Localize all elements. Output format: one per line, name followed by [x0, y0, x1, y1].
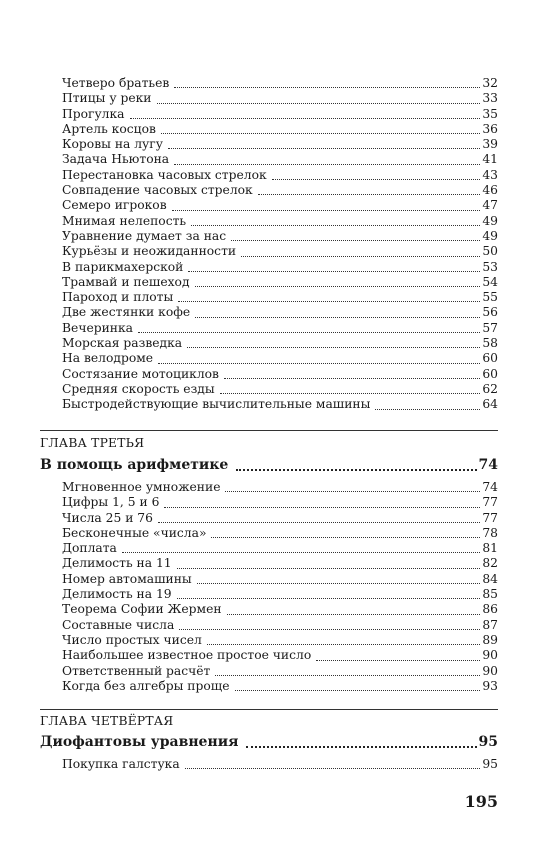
toc-entry[interactable] — [62, 495, 498, 510]
toc-entry-page: 62 — [482, 381, 498, 396]
toc-entry[interactable] — [62, 290, 498, 305]
leader-dots — [191, 225, 480, 226]
chapter-3-title: В помощь арифметике — [40, 457, 229, 473]
leader-dots — [197, 583, 481, 584]
toc-entry-page: 35 — [482, 106, 498, 121]
toc-entry-page: 53 — [482, 259, 498, 274]
toc-entry[interactable] — [62, 602, 498, 617]
toc-entry-page: 84 — [482, 571, 498, 586]
leader-dots — [235, 690, 481, 691]
toc-entry-title: Курьёзы и неожиданности — [62, 244, 237, 259]
toc-entry-page: 95 — [482, 757, 498, 771]
toc-entry[interactable] — [62, 168, 498, 183]
leader-dots — [316, 660, 480, 661]
toc-entry[interactable] — [62, 367, 498, 382]
toc-entry-title: Две жестянки кофе — [62, 305, 191, 320]
leader-dots — [179, 629, 480, 630]
chapter-3-heading[interactable] — [40, 457, 498, 474]
leader-dots — [375, 409, 480, 410]
chapter-divider — [40, 709, 498, 710]
toc-entry-page: 54 — [482, 274, 498, 289]
toc-entry-page: 85 — [482, 587, 498, 602]
leader-dots — [231, 240, 480, 241]
toc-entry-page: 87 — [482, 617, 498, 632]
leader-dots — [168, 148, 480, 149]
toc-entry-title: В парикмахерской — [62, 259, 184, 274]
toc-entry-page: 77 — [482, 495, 498, 510]
toc-entry-page: 50 — [482, 244, 498, 259]
toc-entry-title: Мнимая нелепость — [62, 213, 187, 228]
leader-dots — [215, 675, 480, 676]
toc-entry-title: Составные числа — [62, 617, 175, 632]
toc-entry[interactable] — [62, 572, 498, 587]
toc-entry-title: Теорема Софии Жермен — [62, 602, 222, 617]
toc-entry-title: Номер автомашины — [62, 571, 192, 586]
toc-entry[interactable] — [62, 511, 498, 526]
toc-entry-title: Четверо братьев — [62, 76, 170, 90]
toc-entry-title: Числа 25 и 76 — [62, 510, 153, 525]
toc-entry-title: Пароход и плоты — [62, 290, 174, 305]
leader-dots — [185, 768, 481, 769]
leader-dots — [157, 103, 481, 104]
toc-entry-title: Перестановка часовых стрелок — [62, 167, 267, 182]
toc-entry-page: 56 — [482, 305, 498, 320]
toc-entry-page: 60 — [482, 366, 498, 381]
toc-entry[interactable] — [62, 480, 498, 495]
toc-list-chapter-4 — [62, 757, 498, 772]
toc-entry[interactable] — [62, 214, 498, 229]
toc-entry[interactable] — [62, 260, 498, 275]
leader-dots — [258, 194, 481, 195]
toc-entry-page: 47 — [482, 198, 498, 213]
toc-entry[interactable] — [62, 137, 498, 152]
toc-entry-page: 33 — [482, 91, 498, 106]
toc-entry[interactable] — [62, 183, 498, 198]
toc-entry-page: 93 — [482, 678, 498, 693]
toc-entry-title: Задача Ньютона — [62, 152, 170, 167]
toc-entry[interactable] — [62, 618, 498, 633]
page-number: 195 — [464, 792, 498, 811]
leader-dots — [177, 568, 481, 569]
leader-dots — [177, 598, 481, 599]
toc-entry-page: 39 — [482, 137, 498, 152]
toc-entry-page: 64 — [482, 397, 498, 412]
toc-list-chapter-3 — [62, 480, 498, 694]
toc-entry[interactable] — [62, 382, 498, 397]
toc-entry-title: Птицы у реки — [62, 91, 152, 106]
leader-dots — [195, 317, 480, 318]
toc-entry-title: Состязание мотоциклов — [62, 366, 219, 381]
toc-entry-page: 74 — [482, 480, 498, 494]
toc-entry[interactable] — [62, 633, 498, 648]
toc-entry-page: 89 — [482, 632, 498, 647]
toc-entry-title: Доплата — [62, 541, 117, 556]
chapter-4-label: ГЛАВА ЧЕТВЁРТАЯ — [40, 714, 174, 728]
toc-entry[interactable] — [62, 275, 498, 290]
toc-entry-title: Мгновенное умножение — [62, 480, 221, 494]
leader-dots — [172, 210, 481, 211]
toc-entry[interactable] — [62, 679, 498, 694]
toc-entry-page: 81 — [482, 541, 498, 556]
toc-entry-title: Средняя скорость езды — [62, 381, 215, 396]
toc-entry[interactable] — [62, 757, 498, 772]
chapter-divider — [40, 430, 498, 431]
toc-entry[interactable] — [62, 305, 498, 320]
toc-entry-page: 58 — [482, 336, 498, 351]
leader-dots — [188, 271, 480, 272]
toc-entry-title: Бесконечные «числа» — [62, 525, 207, 540]
toc-entry-title: Совпадение часовых стрелок — [62, 183, 253, 198]
toc-entry-page: 46 — [482, 183, 498, 198]
toc-entry-page: 57 — [482, 320, 498, 335]
toc-entry-page: 86 — [482, 602, 498, 617]
toc-entry-title: Семеро игроков — [62, 198, 167, 213]
toc-entry-title: Покупка галстука — [62, 757, 180, 771]
toc-entry-title: Делимость на 11 — [62, 556, 172, 571]
toc-entry[interactable] — [62, 648, 498, 663]
toc-entry[interactable] — [62, 556, 498, 571]
toc-entry-page: 78 — [482, 525, 498, 540]
toc-entry[interactable] — [62, 91, 498, 106]
toc-entry[interactable] — [62, 122, 498, 137]
toc-list-section-top — [62, 76, 498, 413]
toc-entry-title: Прогулка — [62, 106, 125, 121]
toc-entry[interactable] — [62, 541, 498, 556]
toc-entry[interactable] — [62, 526, 498, 541]
toc-entry[interactable] — [62, 336, 498, 351]
toc-entry-title: Ответственный расчёт — [62, 663, 211, 678]
toc-entry[interactable] — [62, 351, 498, 366]
toc-entry-title: Артель косцов — [62, 121, 156, 136]
toc-entry-title: Трамвай и пешеход — [62, 274, 190, 289]
leader-dots — [272, 179, 481, 180]
toc-entry[interactable] — [62, 229, 498, 244]
toc-entry-page: 90 — [482, 648, 498, 663]
leader-dots — [187, 347, 480, 348]
leader-dots — [227, 614, 481, 615]
toc-entry-page: 60 — [482, 351, 498, 366]
leader-dots — [207, 644, 481, 645]
leader-dots — [158, 522, 480, 523]
toc-entry-title: Вечеринка — [62, 320, 134, 335]
chapter-4-title: Диофантовы уравнения — [40, 734, 239, 750]
toc-entry-title: На велодроме — [62, 351, 154, 366]
leader-dots — [220, 393, 481, 394]
leader-dots — [161, 133, 480, 134]
leader-dots — [138, 332, 480, 333]
toc-entry-title: Морская разведка — [62, 336, 183, 351]
toc-entry-page: 32 — [482, 76, 498, 90]
leader-dots — [130, 118, 481, 119]
toc-entry-title: Когда без алгебры проще — [62, 678, 230, 693]
chapter-4-page: 95 — [478, 734, 498, 750]
toc-entry[interactable] — [62, 397, 498, 412]
toc-entry-page: 90 — [482, 663, 498, 678]
leader-dots — [158, 363, 480, 364]
toc-entry[interactable] — [62, 198, 498, 213]
toc-entry[interactable] — [62, 152, 498, 167]
toc-entry-page: 82 — [482, 556, 498, 571]
leader-dots — [211, 537, 480, 538]
leader-dots — [164, 507, 480, 508]
toc-entry-page: 77 — [482, 510, 498, 525]
toc-entry-title: Коровы на лугу — [62, 137, 163, 152]
leader-dots — [224, 378, 480, 379]
toc-entry-page: 49 — [482, 228, 498, 243]
toc-entry[interactable] — [62, 664, 498, 679]
leader-dots — [195, 286, 481, 287]
toc-entry-title: Уравнение думает за нас — [62, 228, 227, 243]
toc-entry-page: 43 — [482, 167, 498, 182]
leader-dots — [178, 301, 480, 302]
toc-entry-title: Делимость на 19 — [62, 587, 172, 602]
toc-entry-page: 36 — [482, 121, 498, 136]
leader-dots — [174, 164, 480, 165]
leader-dots — [246, 746, 476, 748]
toc-entry-title: Быстродействующие вычислительные машины — [62, 397, 371, 412]
leader-dots — [174, 87, 480, 88]
toc-entry[interactable] — [62, 107, 498, 122]
toc-entry[interactable] — [62, 321, 498, 336]
leader-dots — [241, 256, 480, 257]
leader-dots — [236, 469, 476, 471]
toc-entry-page: 49 — [482, 213, 498, 228]
chapter-4-heading[interactable] — [40, 734, 498, 751]
leader-dots — [225, 491, 480, 492]
toc-entry[interactable] — [62, 244, 498, 259]
leader-dots — [122, 552, 480, 553]
toc-entry[interactable] — [62, 587, 498, 602]
toc-entry-page: 41 — [482, 152, 498, 167]
toc-entry[interactable] — [62, 76, 498, 91]
toc-entry-title: Число простых чисел — [62, 632, 202, 647]
toc-entry-title: Цифры 1, 5 и 6 — [62, 495, 160, 510]
toc-entry-page: 55 — [482, 290, 498, 305]
chapter-3-label: ГЛАВА ТРЕТЬЯ — [40, 436, 145, 450]
chapter-3-page: 74 — [478, 457, 498, 473]
toc-entry-title: Наибольшее известное простое число — [62, 648, 312, 663]
